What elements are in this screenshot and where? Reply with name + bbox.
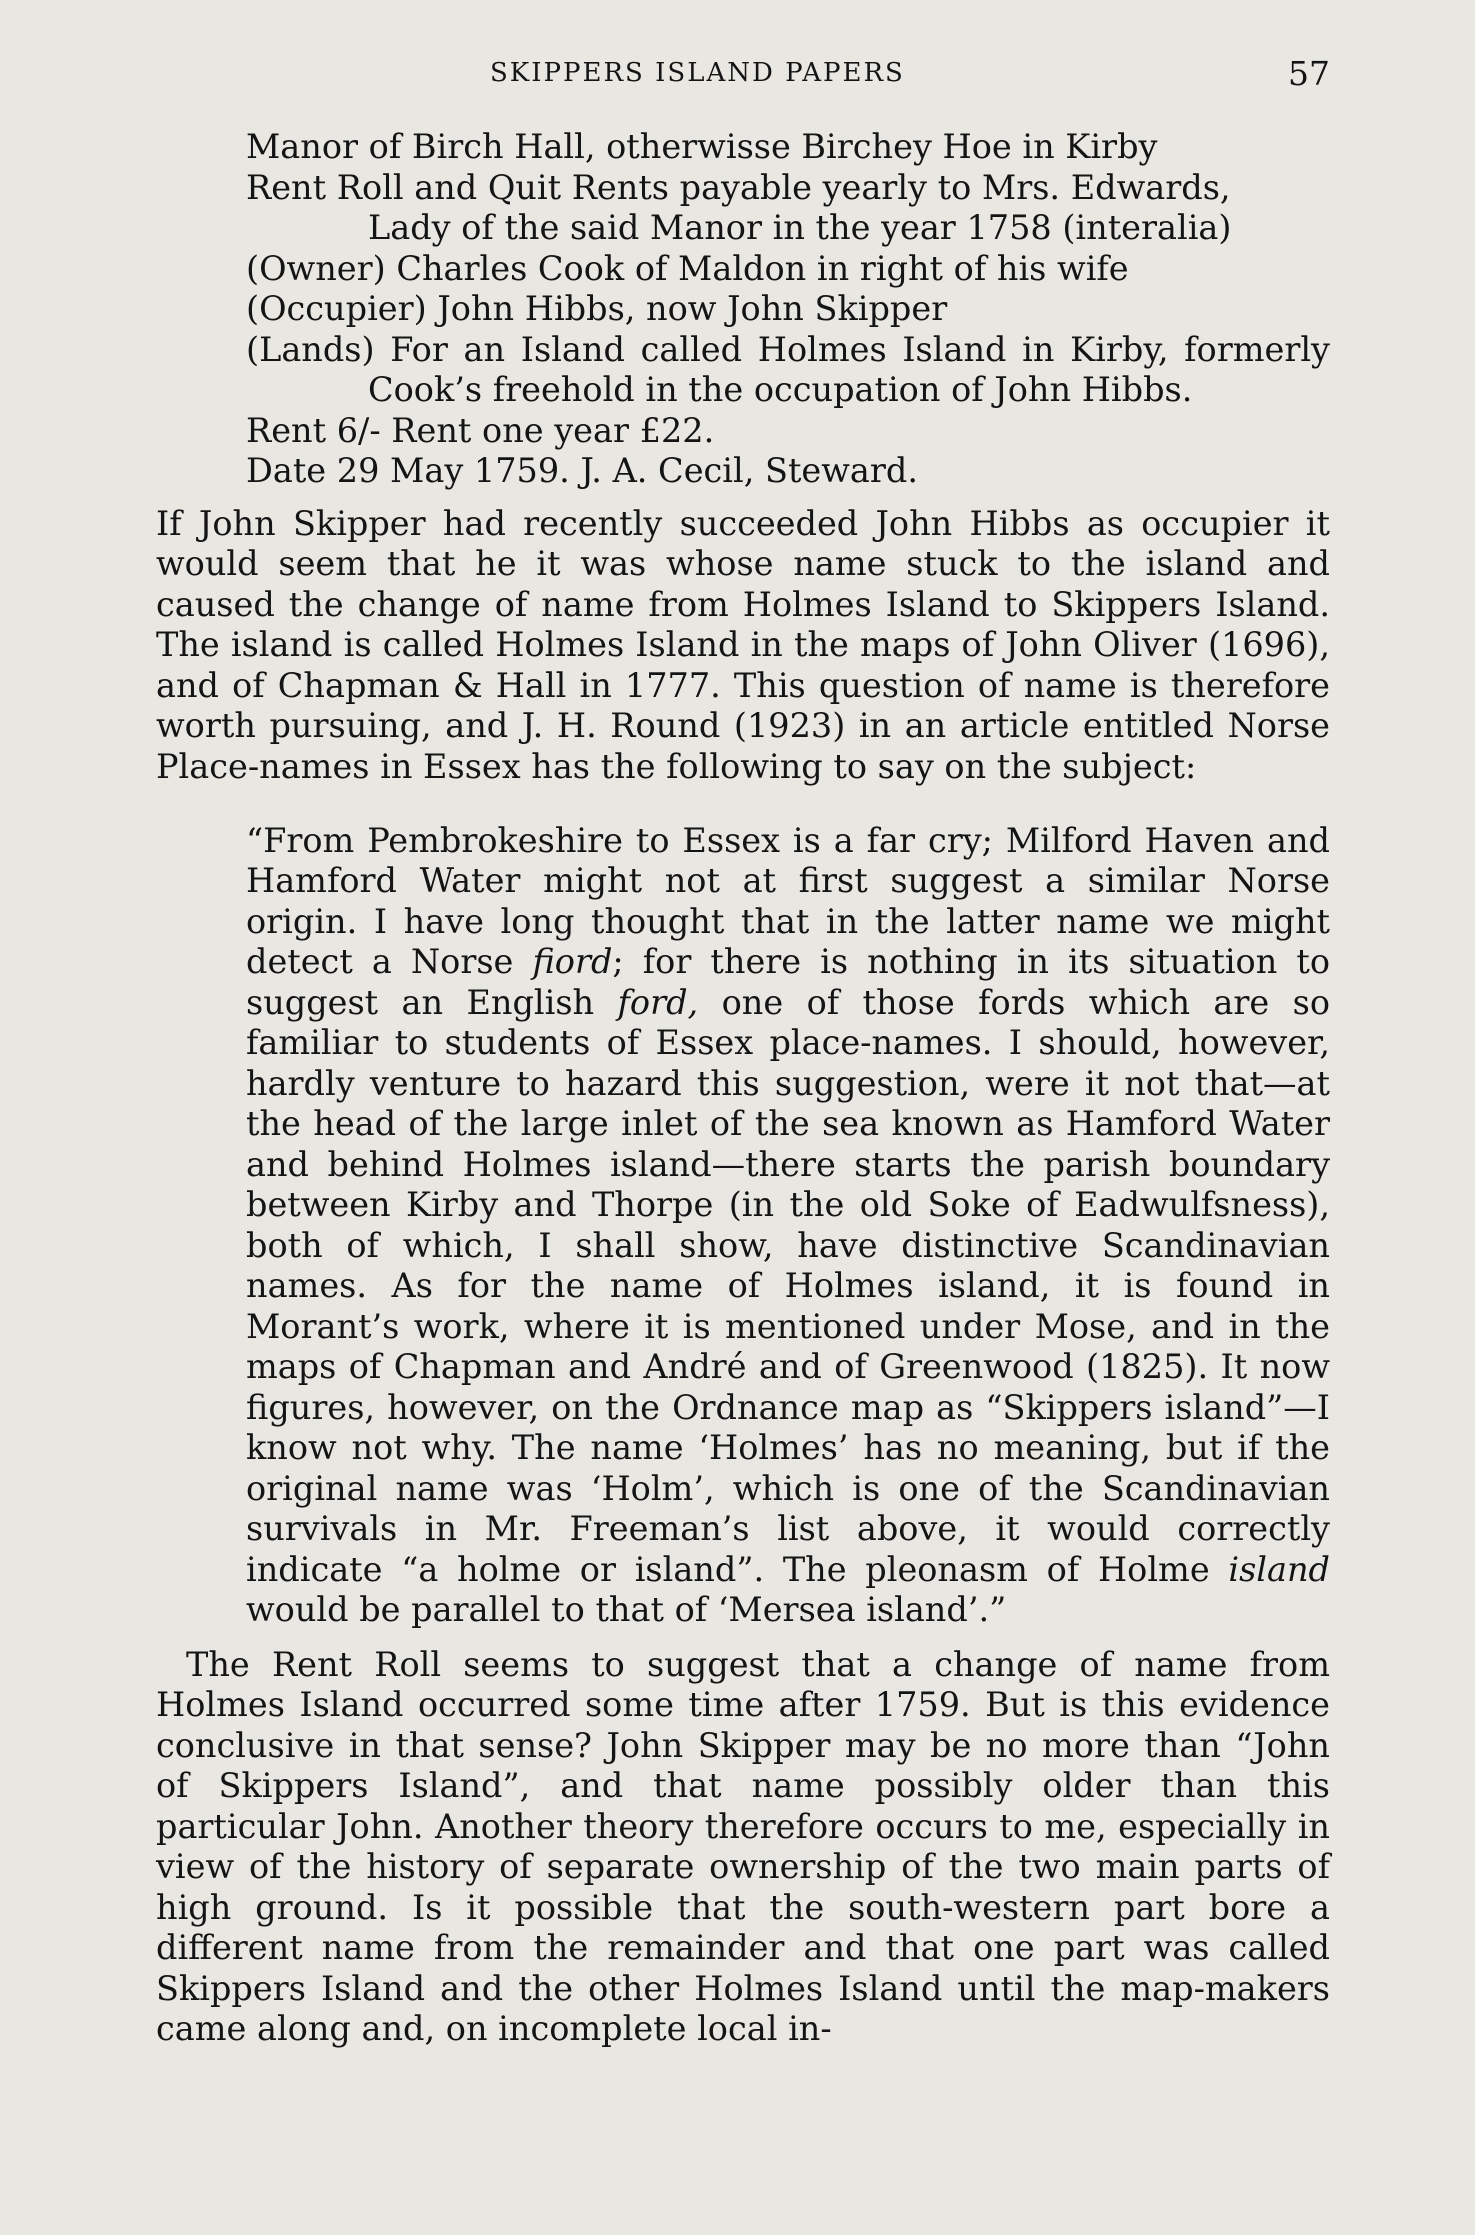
page-body (156, 127, 1330, 2063)
quote-italic-ford: ford, (617, 982, 699, 1022)
quote-text-3: one of those fords which are so familiar to students of Essex place-names. I should, however, hardly venture to hazard this suggestion, were it not that—at the head of the large inlet of the sea known as Hamford Water and behind Holmes island—there starts the parish boundary between Kirby and Thorpe (in the old Soke of Eadwulfsness), both of which, I shall show, have distinctive Scandinavian names. As for the name of Holmes island, it is found in Morant’s work, where it is mentioned under Mose, and in the maps of Chapman and André and of Greenwood (1825). It now figures, however, on the Ordnance map as “Skippers island”—I know not why. The name ‘Holmes’ has no meaning, but if the original name was ‘Holm’, which is one of the Scandinavian survivals in Mr. Freeman’s list above, it would correctly indicate “a holme or island”. The pleonasm of Holme (246, 982, 1330, 1589)
quote-italic-fiord: fiord (532, 942, 613, 981)
record-line-rent: Rent 6/- Rent one year £22. (246, 410, 715, 450)
paragraph-rent-roll-theory: The Rent Roll seems to suggest that a change of name from Holmes Island occurred some time after 1759. But is this evidence conclusive in that sense? John Skipper may be no more than “John of Skippers Island”, and that name possibly older than this particular John. Another theory therefore occurs to me, especially in view of the history of separate ownership of the two main parts of high ground. Is it possible that the south-western part bore a different name from the remainder and that one part was called Skippers Island and the other Holmes Island until the map-makers came along and, on incomplete local in- (156, 1644, 1330, 2048)
quote-text-1: “From Pembrokeshire to Essex is a far cry; Milford Haven and Hamford Water might not at first suggest a similar Norse origin. I have long thought that in the latter name we might detect a Norse (246, 820, 1330, 981)
rent-roll-record (246, 127, 1330, 492)
quote-text-4: would be parallel to that of ‘Mersea island’.” (246, 1590, 1007, 1629)
record-line-date: Date 29 May 1759. J. A. Cecil, Steward. (246, 451, 918, 490)
record-line-occupier: (Occupier) John Hibbs, now John Skipper (246, 289, 948, 328)
running-header (150, 54, 1330, 98)
round-quotation (246, 821, 1330, 1631)
page-number: 57 (1288, 54, 1330, 93)
quote-text-2: ; for there is nothing in its situation to suggest an English (246, 942, 1330, 1022)
quote-italic-island: island (1228, 1549, 1330, 1589)
record-line-rent-roll: Rent Roll and Quit Rents payable yearly to Mrs. Edwards, (246, 167, 1231, 207)
record-line-lady: Lady of the said Manor in the year 1758 (interalia) (368, 208, 1232, 247)
record-line-manor: Manor of Birch Hall, otherwisse Birchey Hoe in Kirby (246, 127, 1158, 166)
record-line-lands: (Lands) For an Island called Holmes Island in Kirby, formerly Cook’s freehold in the occupation of John Hibbs. (246, 329, 1330, 409)
header-title: SKIPPERS ISLAND PAPERS (490, 58, 905, 88)
paragraph-skipper-occupier: If John Skipper had recently succeeded John Hibbs as occupier it would seem that he it was whose name stuck to the island and caused the change of name from Holmes Island to Skippers Island. The island is called Holmes Island in the maps of John Oliver (1696), and of Chapman & Hall in 1777. This question of name is therefore worth pursuing, and J. H. Round (1923) in an article entitled Norse Place-names in Essex has the following to say on the subject: (156, 503, 1330, 786)
record-line-owner: (Owner) Charles Cook of Maldon in right of his wife (246, 248, 1129, 288)
